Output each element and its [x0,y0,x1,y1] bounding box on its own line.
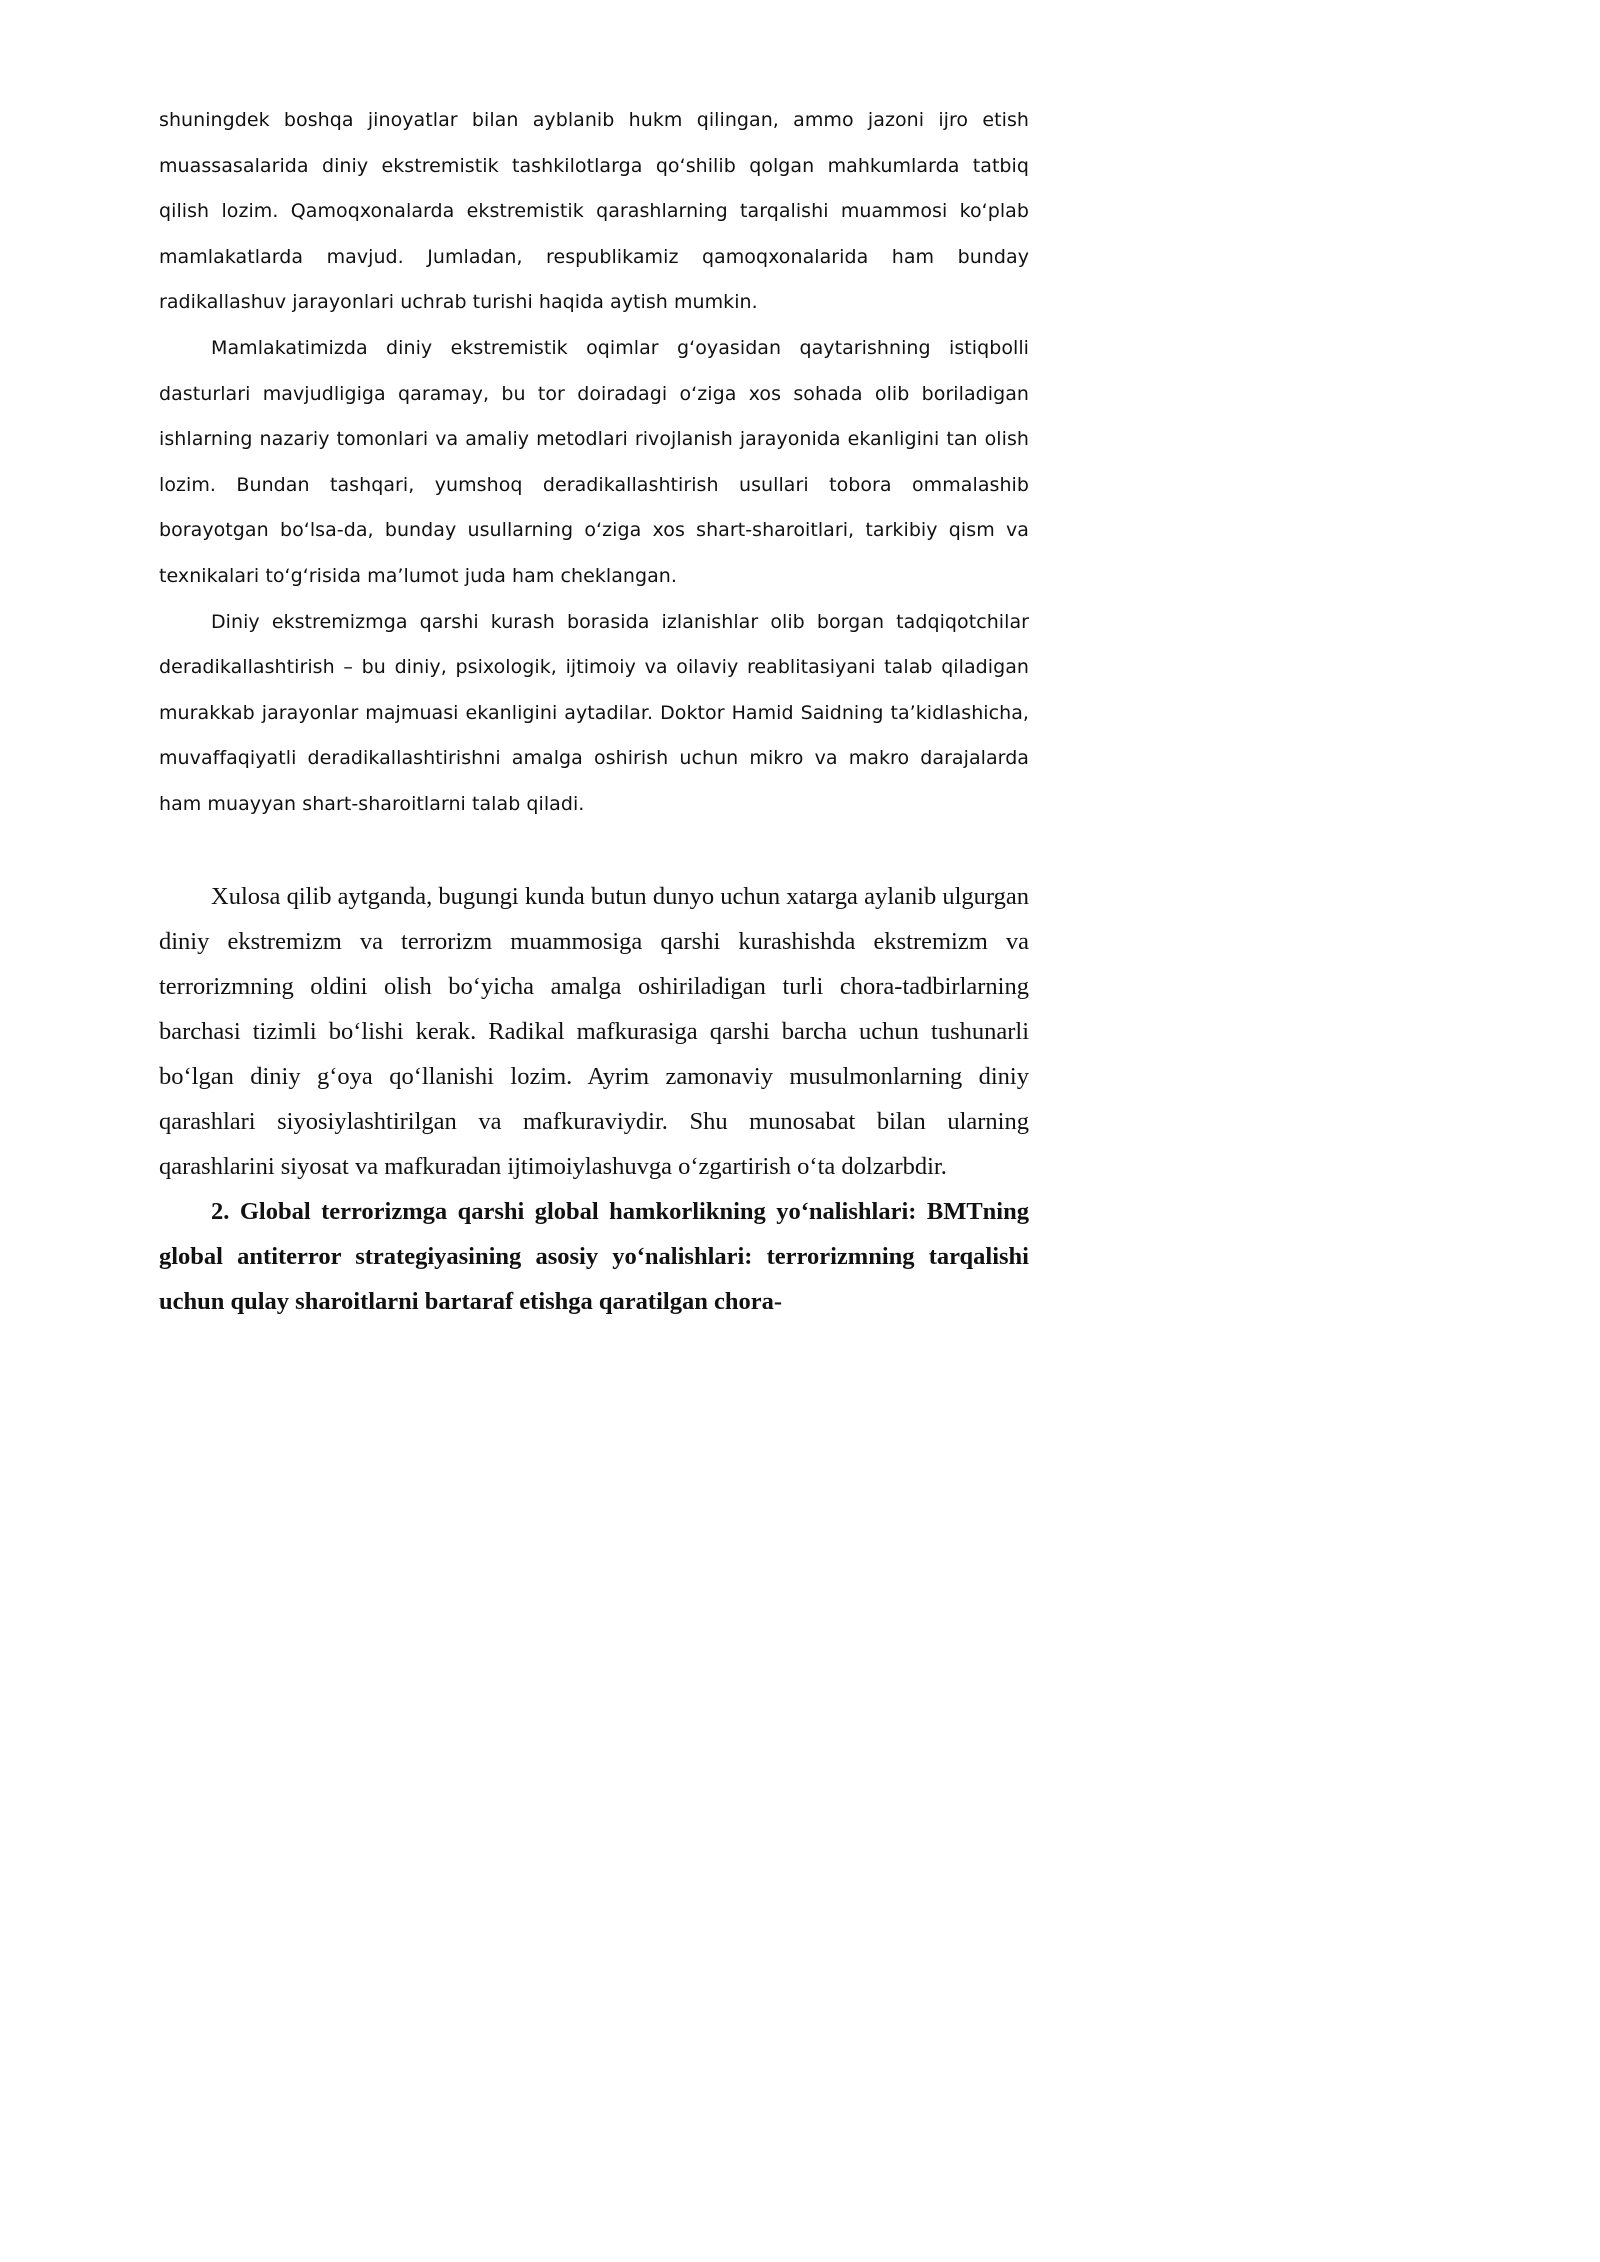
paragraph-researchers: Diniy ekstremizmga qarshi kurash borasida izlanishlar olib borgan tadqiqotchilar deradikallashtirish – bu diniy, psixologik, ijtimoiy va oilaviy reablitasiyani talab qiladigan murakkab jarayonlar majmuasi ekanligini aytadilar. Doktor Hamid Saidning ta’kidlashicha, muvaffaqiyatli deradikallashtirishni amalga oshirish uchun mikro va makro darajalarda ham muayyan shart-sharoitlarni talab qiladi. [159,610,1029,815]
section-heading: 2. Global terrorizmga qarshi global hamkorlikning yo‘nalishlari: BMTning global antiterror strategiyasining asosiy yo‘nalishlari: terrorizmning tarqalishi uchun qulay sharoitlarni bartaraf etishga qaratilgan chora- [159,1197,1029,1315]
document-page [0,0,1106,1563]
paragraph-continuation: shuningdek boshqa jinoyatlar bilan ayblanib hukm qilingan, ammo jazoni ijro etish muassasalarida diniy ekstremistik tashkilotlarga qo‘shilib qolgan mahkumlarda tatbiq qilish lozim. Qamoqxonalarda ekstremistik qarashlarning tarqalishi muammosi ko‘plab mamlakatlarda mavjud. Jumladan, respublikamiz qamoqxonalarida ham bunday radikallashuv jarayonlari uchrab turishi haqida aytish mumkin. [159,109,1029,314]
paragraph-gap [159,828,1029,874]
paragraph-conclusion: Xulosa qilib aytganda, bugungi kunda butun dunyo uchun xatarga aylanib ulgurgan diniy ekstremizm va terrorizm muammosiga qarshi kurashishda ekstremizm va terrorizmning oldini olish bo‘yicha amalga oshiriladigan turli chora-tadbirlarning barchasi tizimli bo‘lishi kerak. Radikal mafkurasiga qarshi barcha uchun tushunarli bo‘lgan diniy g‘oya qo‘llanishi lozim. Ayrim zamonaviy musulmonlarning diniy qarashlari siyosiylashtirilgan va mafkuraviydir. Shu munosabat bilan ularning qarashlarini siyosat va mafkuradan ijtimoiylashuvga o‘zgartirish o‘ta dolzarbdir. [159,882,1029,1180]
serif-section [159,874,1029,1324]
document-body [159,98,1029,1324]
paragraph-deradicalization-programs: Mamlakatimizda diniy ekstremistik oqimlar g‘oyasidan qaytarishning istiqbolli dasturlari mavjudligiga qaramay, bu tor doiradagi o‘ziga xos sohada olib boriladigan ishlarning nazariy tomonlari va amaliy metodlari rivojlanish jarayonida ekanligini tan olish lozim. Bundan tashqari, yumshoq deradikallashtirish usullari tobora ommalashib borayotgan bo‘lsa-da, bunday usullarning o‘ziga xos shart-sharoitlari, tarkibiy qism va texnikalari to‘g‘risida ma’lumot juda ham cheklangan. [159,336,1029,587]
sans-section [159,98,1029,828]
